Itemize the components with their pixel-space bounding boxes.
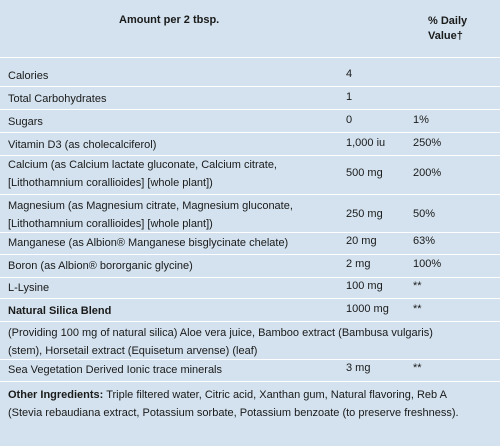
nutrient-name: Manganese (as Albion® Manganese bisglycinate chelate): [8, 237, 289, 249]
nutrient-name: Calories: [8, 70, 49, 82]
divider: [0, 86, 500, 87]
divider: [0, 381, 500, 382]
nutrient-name: [8, 197, 338, 233]
nutrient-amount: 0: [346, 114, 353, 126]
divider: [0, 298, 500, 299]
silica-blend-detail: [8, 324, 493, 360]
nutrient-name: Boron (as Albion® bororganic glycine): [8, 260, 193, 272]
other-ingredients: [8, 386, 493, 422]
divider: [0, 359, 500, 360]
divider: [0, 109, 500, 110]
nutrient-name: L-Lysine: [8, 282, 50, 294]
divider: [0, 57, 500, 58]
nutrient-amount: 1: [346, 91, 353, 103]
daily-value-header: [428, 14, 467, 44]
nutrient-daily-value: **: [413, 303, 422, 315]
nutrient-amount: 250 mg: [346, 208, 383, 220]
divider: [0, 194, 500, 195]
nutrient-name: Sea Vegetation Derived Ionic trace minerals: [8, 364, 223, 376]
nutrient-daily-value: 50%: [413, 208, 436, 220]
nutrient-amount: 100 mg: [346, 280, 383, 292]
nutrient-amount: 500 mg: [346, 167, 383, 179]
nutrient-name-line1: Magnesium (as Magnesium citrate, Magnesium gluconate,: [8, 200, 293, 212]
nutrient-amount: 2 mg: [346, 258, 371, 270]
divider: [0, 321, 500, 322]
other-ingredients-line2: (Stevia rebaudiana extract, Potassium sorbate, Potassium benzoate (to preserve freshness).: [8, 407, 459, 419]
nutrient-amount: 4: [346, 68, 353, 80]
nutrient-daily-value: 200%: [413, 167, 442, 179]
nutrient-daily-value: 250%: [413, 137, 442, 149]
divider: [0, 254, 500, 255]
nutrient-amount: 20 mg: [346, 235, 377, 247]
nutrient-name: Vitamin D3 (as cholecalciferol): [8, 139, 157, 151]
daily-value-header-line2: Value†: [428, 30, 463, 42]
nutrient-name-line2: [Lithothamnium corallioides] [whole plant]): [8, 218, 213, 230]
nutrient-daily-value: 63%: [413, 235, 436, 247]
divider: [0, 277, 500, 278]
nutrient-name: Natural Silica Blend: [8, 305, 112, 317]
other-ingredients-line1: Triple filtered water, Citric acid, Xanthan gum, Natural flavoring, Reb A: [103, 389, 447, 401]
nutrient-name: Total Carbohydrates: [8, 93, 107, 105]
silica-detail-line1: (Providing 100 mg of natural silica) Aloe vera juice, Bamboo extract (Bambusa vulgaris): [8, 327, 433, 339]
nutrient-name: Sugars: [8, 116, 43, 128]
amount-per-serving-header: Amount per 2 tbsp.: [119, 14, 220, 26]
silica-detail-line2: (stem), Horsetail extract (Equisetum arvense) (leaf): [8, 345, 258, 357]
nutrient-daily-value: 100%: [413, 258, 442, 270]
divider: [0, 232, 500, 233]
nutrient-daily-value: **: [413, 362, 422, 374]
daily-value-header-line1: % Daily: [428, 15, 468, 27]
nutrient-amount: 3 mg: [346, 362, 371, 374]
divider: [0, 132, 500, 133]
nutrient-amount: 1000 mg: [346, 303, 389, 315]
nutrient-amount: 1,000 iu: [346, 137, 386, 149]
nutrient-name: [8, 156, 338, 192]
nutrient-daily-value: **: [413, 280, 422, 292]
other-ingredients-label: Other Ingredients:: [8, 389, 104, 401]
nutrient-daily-value: 1%: [413, 114, 429, 126]
nutrient-name-line2: [Lithothamnium corallioides] [whole plant]): [8, 177, 213, 189]
nutrient-name-line1: Calcium (as Calcium lactate gluconate, Calcium citrate,: [8, 159, 277, 171]
